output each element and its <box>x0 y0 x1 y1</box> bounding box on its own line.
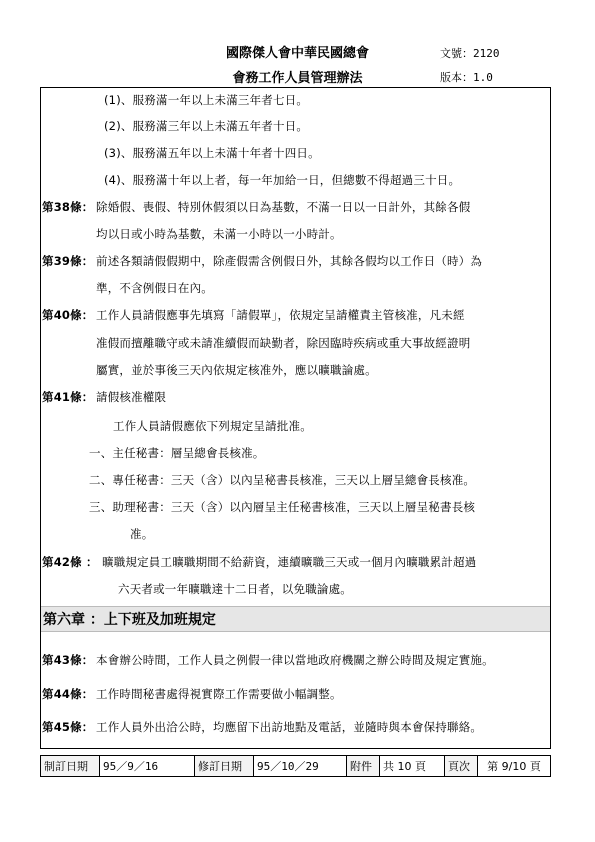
article-38-line-2: 均以日或小時為基數，未滿一小時以一小時計。 <box>96 227 342 241</box>
article-39-line-2: 準，不含例假日在內。 <box>96 281 213 295</box>
article-45-label: 第45條： <box>42 720 94 734</box>
article-40-line-1: 工作人員請假應事先填寫「請假單」，依規定呈請權責主管核准，凡未經 <box>96 308 465 322</box>
footer-table <box>40 755 551 777</box>
doc-number <box>440 45 500 61</box>
leave-rule-4: (4)、服務滿十年以上者，每一年加給一日，但總數不得超過三十日。 <box>104 173 461 187</box>
article-40-label: 第40條： <box>42 308 94 322</box>
revised-date-label: 修訂日期 <box>195 756 254 777</box>
article-41-item-2: 二、專任秘書：三天（含）以內呈秘書長核准，三天以上層呈總會長核准。 <box>89 473 476 487</box>
chapter-6-heading: 第六章 ：上下班及加班規定 <box>41 606 550 632</box>
version-value: 1.0 <box>473 71 493 84</box>
leave-rule-3: (3)、服務滿五年以上未滿十年者十四日。 <box>104 146 320 160</box>
article-39-label: 第39條： <box>42 254 94 268</box>
leave-rule-1: (1)、服務滿一年以上未滿三年者七日。 <box>104 93 309 107</box>
article-41-line-1: 請假核准權限 <box>96 390 167 404</box>
article-44-line-1: 工作時間秘書處得視實際工作需要做小幅調整。 <box>96 687 342 701</box>
doc-number-label: 文號： <box>440 47 473 60</box>
article-39-line-1: 前述各類請假假期中，除產假需含例假日外，其餘各假均以工作日（時）為 <box>96 254 483 268</box>
leave-rule-2: (2)、服務滿三年以上未滿五年者十日。 <box>104 119 309 133</box>
article-38-line-1: 除婚假、喪假、特別休假須以日為基數，不滿一日以一日計外，其餘各假 <box>96 200 471 214</box>
article-41-item-3-cont: 准。 <box>130 527 154 541</box>
version <box>440 69 493 85</box>
footer-row <box>41 756 551 777</box>
org-title: 國際傑人會中華民國總會 <box>225 46 369 61</box>
article-38-label: 第38條： <box>42 200 94 214</box>
document-title: 會務工作人員管理辦法 <box>232 71 363 86</box>
revised-date-value: 95／10／29 <box>254 756 347 777</box>
article-40-line-2: 准假而擅離職守或未請准續假而缺勤者，除因臨時疾病或重大事故經證明 <box>96 336 471 350</box>
total-pages: 共 10 頁 <box>380 756 445 777</box>
article-45-line-1: 工作人員外出洽公時，均應留下出訪地點及電話，並隨時與本會保持聯絡。 <box>96 720 483 734</box>
article-43-label: 第43條： <box>42 653 94 667</box>
article-42-label: 第42條 ： <box>42 555 98 569</box>
article-42-line-1: 曠職規定員工曠職期間不給薪資，連續曠職三天或一個月內曠職累計超過 <box>102 555 477 569</box>
article-44-label: 第44條： <box>42 687 94 701</box>
article-41-item-3: 三、助理秘書：三天（含）以內層呈主任秘書核准，三天以上層呈秘書長核 <box>89 500 476 514</box>
article-43-line-1: 本會辦公時間，工作人員之例假一律以當地政府機關之辦公時間及規定實施。 <box>96 653 494 667</box>
version-label: 版本： <box>440 71 473 84</box>
attachment-label: 附件 <box>347 756 380 777</box>
article-41-line-2: 工作人員請假應依下列規定呈請批准。 <box>113 419 312 433</box>
article-41-label: 第41條： <box>42 390 94 404</box>
made-date-value: 95／9／16 <box>100 756 195 777</box>
made-date-label: 制訂日期 <box>41 756 100 777</box>
article-41-item-1: 一、主任秘書：層呈總會長核准。 <box>89 446 265 460</box>
page-number: 第 9/10 頁 <box>478 756 551 777</box>
doc-number-value: 2120 <box>473 47 500 60</box>
article-42-line-2: 六天者或一年曠職達十二日者，以免職論處。 <box>118 582 352 596</box>
page-label: 頁次 <box>445 756 478 777</box>
article-40-line-3: 屬實，並於事後三天內依規定核准外，應以曠職論處。 <box>96 363 377 377</box>
